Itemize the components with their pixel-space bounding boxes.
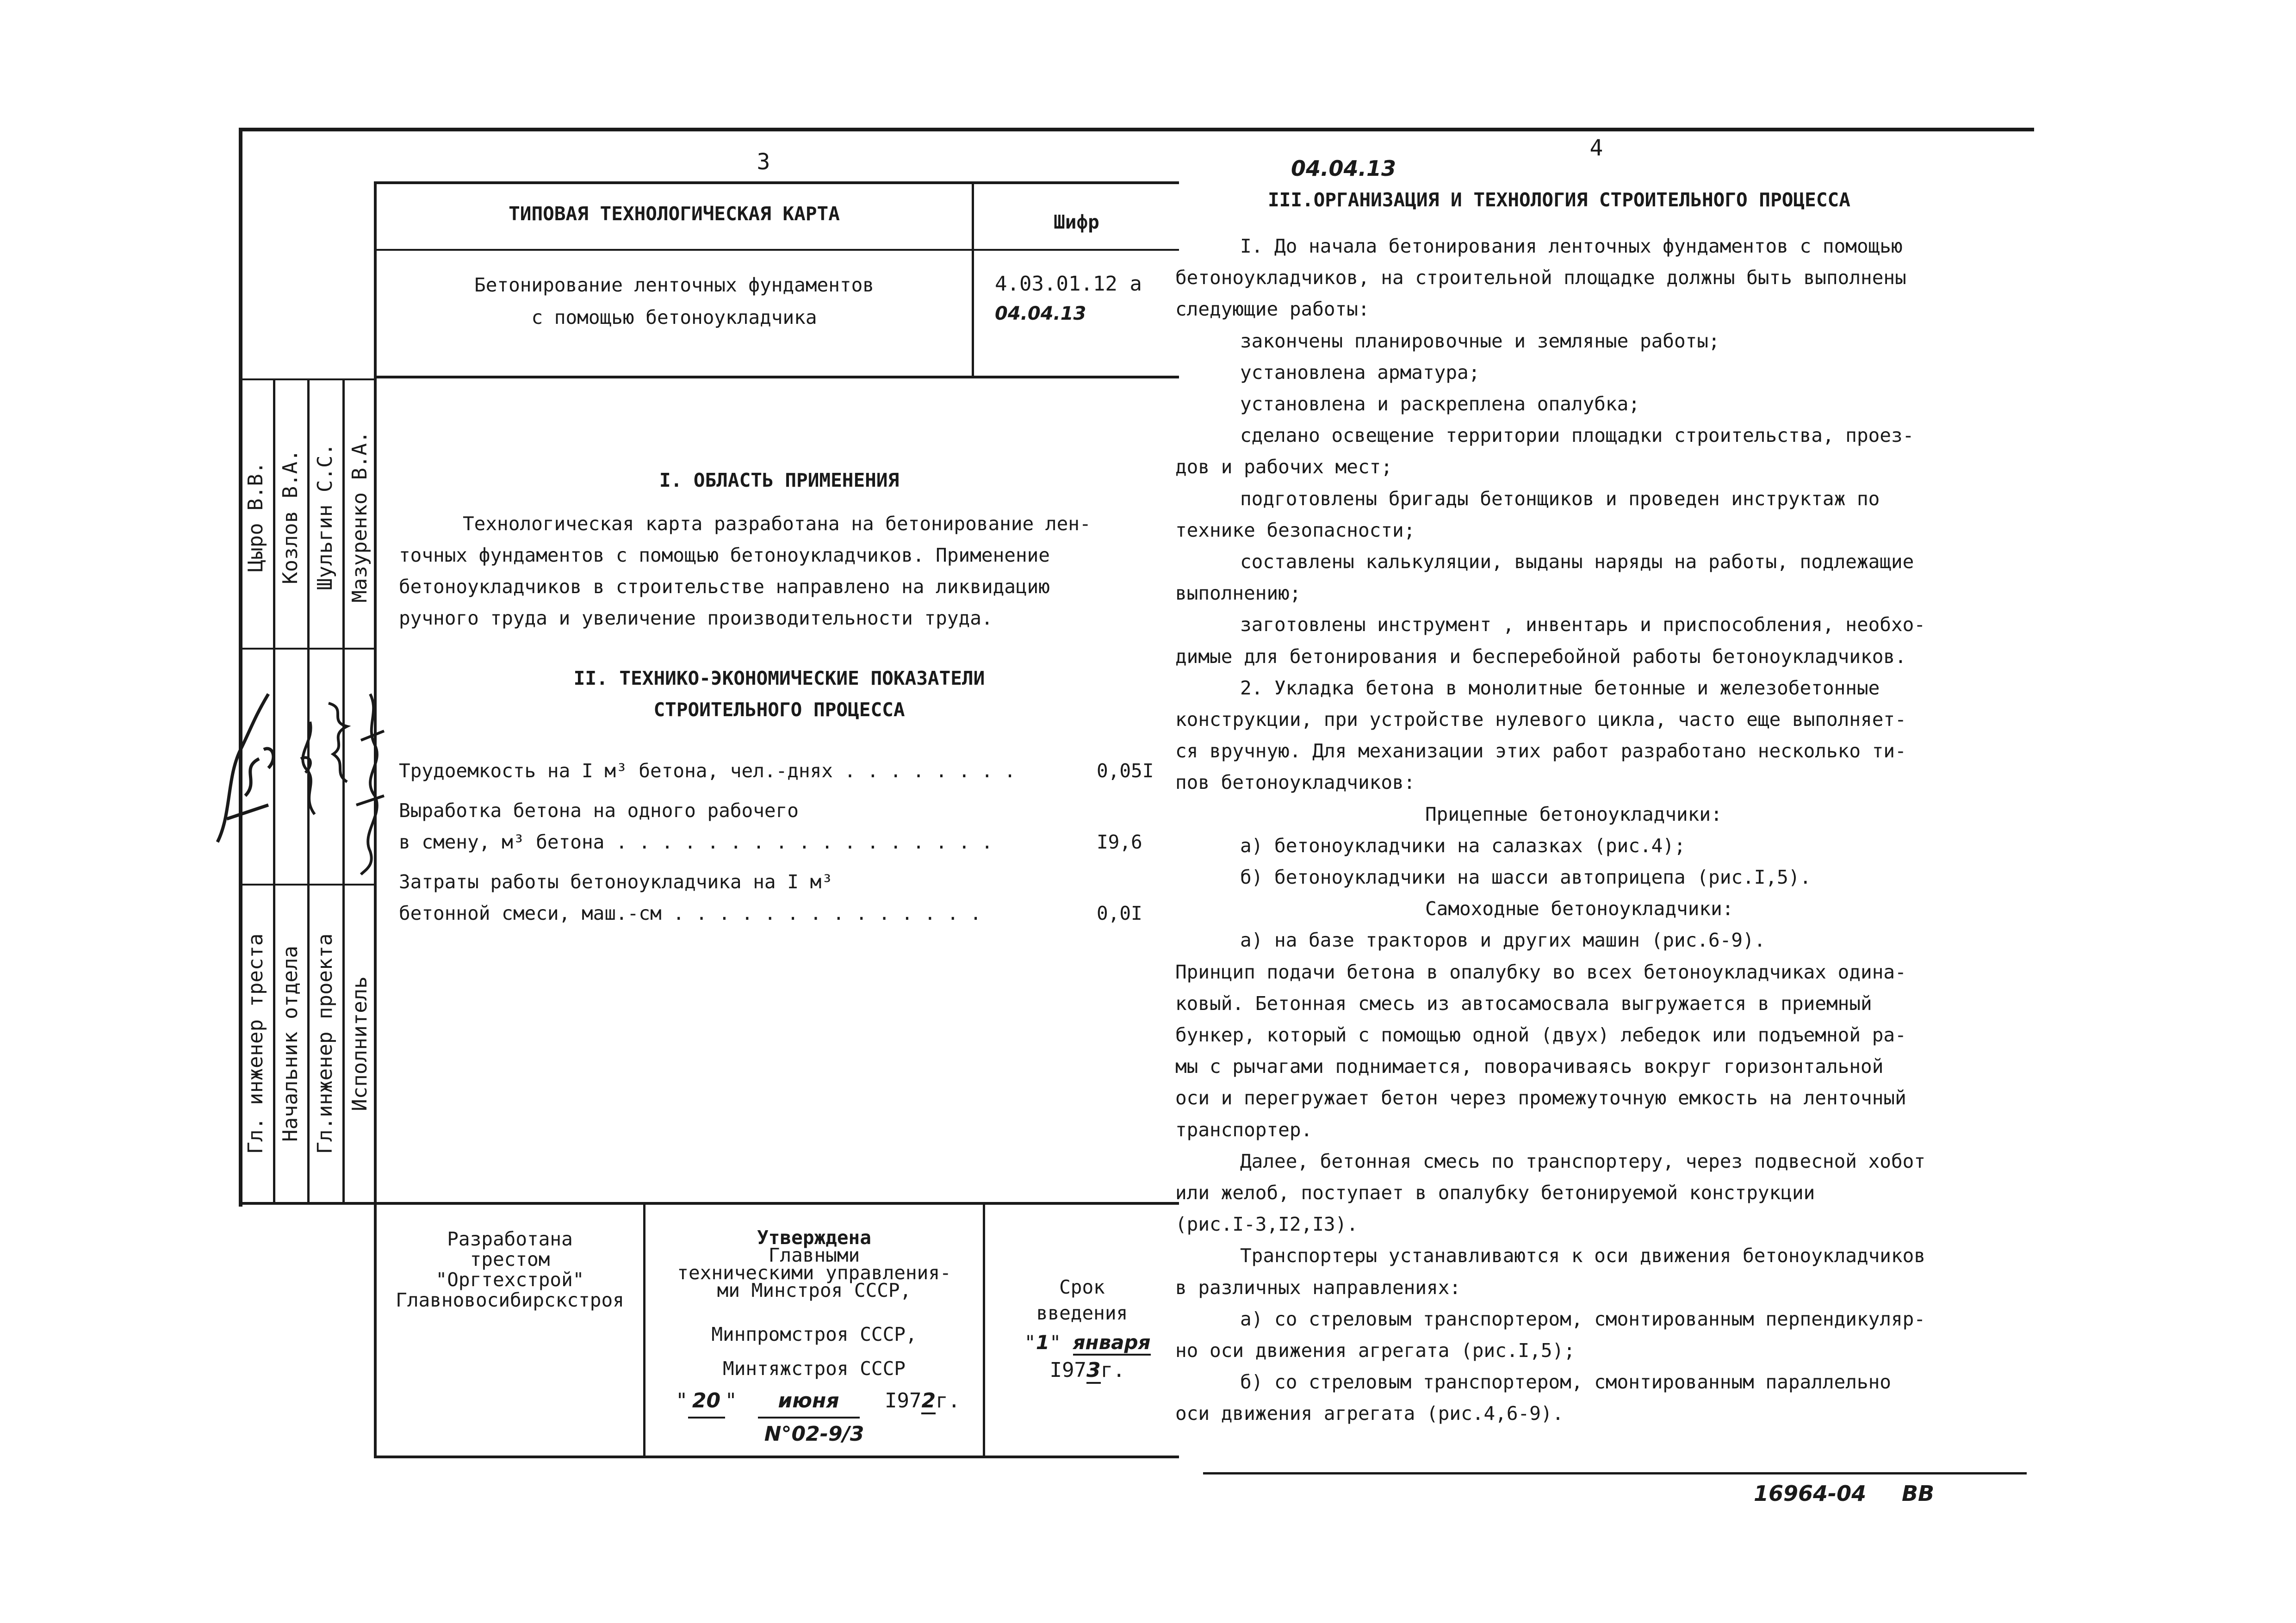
section-3-line: бункер, который с помощью одной (двух) лебедок или подъемной ра- (1175, 1024, 1906, 1046)
section-3-line: установлена и раскреплена опалубка; (1240, 393, 1640, 415)
term-date-year (999, 1357, 1175, 1384)
term-label-line-2: введения (1036, 1302, 1128, 1324)
section-3-line: Прицепные бетоноукладчики: (1425, 803, 1722, 825)
approved-date-year-suffix: г. (936, 1389, 961, 1412)
section-3-line: установлена арматура; (1240, 361, 1480, 384)
section-3-line: I. До начала бетонирования ленточных фундаментов с помощью (1240, 235, 1903, 257)
indicator-2-label-line2: в смену, м³ бетона . . . . . . . . . . . . . . . . . (399, 831, 993, 853)
section-3-line: выполнению; (1175, 582, 1301, 604)
indicator-1-value: 0,05I (1097, 760, 1154, 782)
section-3-line: заготовлены инструмент , инвентарь и приспособления, необхо- (1240, 613, 1926, 636)
position-label-3: Гл.инженер проекта (313, 933, 337, 1154)
section-3-line: оси и перегружает бетон через промежуточную емкость на ленточный (1175, 1087, 1906, 1109)
section-2-title-line2: СТРОИТЕЛЬНОГО ПРОЦЕССА (653, 699, 905, 721)
developed-by-line-2: трестом (470, 1248, 550, 1270)
section-3-line: димые для бетонирования и бесперебойной работы бетоноукладчиков. (1175, 645, 1906, 668)
section-3-line: составлены калькуляции, выданы наряды на работы, подлежащие (1240, 551, 1914, 573)
section-3-line: оси движения агрегата (рис.4,6-9). (1175, 1402, 1564, 1425)
section-3-line: сделано освещение территории площадки строительства, проез- (1240, 424, 1914, 446)
section-3-line: (рис.I-3,I2,I3). (1175, 1213, 1358, 1235)
section-3-line: в различных направлениях: (1175, 1276, 1461, 1299)
section-3-line: б) бетоноукладчики на шасси автоприцепа (рис.I,5). (1240, 866, 1812, 888)
section-3-line: но оси движения агрегата (рис.I,5); (1175, 1339, 1575, 1362)
footer-code: 16964-04 (1754, 1481, 1867, 1506)
section-3-line: ковый. Бетонная смесь из автосамосвала выгружается в приемный (1175, 992, 1872, 1015)
term-date-year-prefix: I97 (1049, 1358, 1086, 1382)
signatory-name-2: Козлов В.А. (279, 449, 302, 584)
section-1-line-1: Технологическая карта разработана на бетонирование лен- (463, 513, 1091, 535)
doc-type-title: ТИПОВАЯ ТЕХНОЛОГИЧЕСКАЯ КАРТА (509, 203, 840, 225)
doc-subject-line2: с помощью бетоноукладчика (531, 306, 817, 328)
signatory-name-3: Шульгин С.С. (313, 443, 337, 590)
indicator-3-label-line2: бетонной смеси, маш.-см . . . . . . . . . . . . . . (399, 902, 981, 924)
section-1-title: I. ОБЛАСТЬ ПРИМЕНЕНИЯ (659, 469, 900, 491)
position-label-4: Исполнитель (348, 976, 372, 1111)
page-number-left: 3 (757, 149, 770, 175)
section-3-line: Самоходные бетоноукладчики: (1425, 898, 1734, 920)
term-date-day-month: "1" января (999, 1329, 1175, 1357)
developed-by-line-4: Главновосибирскстроя (396, 1289, 624, 1311)
approved-line-3: техническими управления- (677, 1262, 951, 1284)
footer-mark: BB (1902, 1481, 1935, 1506)
term-date-month: января (1073, 1331, 1151, 1356)
approved-date-year-digit: 2 (921, 1389, 936, 1414)
section-3-line: закончены планировочные и земляные работы; (1240, 330, 1720, 352)
section-3-line: дов и рабочих мест; (1175, 456, 1392, 478)
section-3-line: следующие работы: (1175, 298, 1370, 320)
section-3-line: конструкции, при устройстве нулевого цикла, часто еще выполняет- (1175, 708, 1906, 731)
developed-by-line-1: Разработана (447, 1228, 573, 1250)
developed-by-line-3: "Оргтехстрой" (435, 1269, 584, 1291)
indicator-3-label-line1: Затраты работы бетоноукладчика на I м³ (399, 871, 833, 893)
section-3-line: Далее, бетонная смесь по транспортеру, через подвесной хобот (1240, 1150, 1926, 1172)
section-2-title-line1: II. ТЕХНИКО-ЭКОНОМИЧЕСКИЕ ПОКАЗАТЕЛИ (573, 667, 985, 689)
section-3-line: а) бетоноукладчики на салазках (рис.4); (1240, 835, 1686, 857)
indicator-1-label: Трудоемкость на I м³ бетона, чел.-днях . . . . . . . . (399, 760, 1016, 782)
section-3-line: а) на базе тракторов и других машин (рис.6-9). (1240, 929, 1766, 951)
approved-line-1: Утверждена (757, 1227, 871, 1249)
section-3-line: мы с рычагами поднимается, поворачиваясь вокруг горизонтальной (1175, 1055, 1884, 1078)
page-number-right: 4 (1589, 135, 1603, 161)
section-3-line: Принцип подачи бетона в опалубку во всех бетоноукладчиках одина- (1175, 961, 1906, 983)
section-3-line: или желоб, поступает в опалубку бетонируемой конструкции (1175, 1182, 1815, 1204)
indicator-2-label-line1: Выработка бетона на одного рабочего (399, 799, 799, 822)
section-3-line: подготовлены бригады бетонщиков и проведен инструктаж по (1240, 488, 1880, 510)
section-3-body (1175, 230, 2036, 1424)
section-3-line: транспортер. (1175, 1119, 1313, 1141)
position-label-1: Гл. инженер треста (244, 933, 267, 1154)
term-date-day: 1 (1036, 1331, 1049, 1354)
term-label-line-1: Срок (1059, 1276, 1105, 1298)
section-1-line-2: точных фундаментов с помощью бетоноукладчиков. Применение (399, 544, 1050, 566)
section-3-line: технике безопасности; (1175, 519, 1415, 541)
approved-number: N°02-9/3 (764, 1422, 864, 1446)
position-label-2: Начальник отдела (279, 946, 302, 1142)
section-3-line: Транспортеры устанавливаются к оси движения бетоноукладчиков (1240, 1245, 1926, 1267)
doc-code-date: 04.04.13 (995, 303, 1086, 324)
approved-line-6: Минтяжстроя СССР (723, 1357, 906, 1380)
indicator-2-value: I9,6 (1097, 831, 1142, 853)
term-date-year-digit: 3 (1086, 1358, 1101, 1384)
section-3-line: б) со стреловым транспортером, смонтированным параллельно (1240, 1371, 1891, 1393)
approved-line-4: ми Минстроя СССР, (717, 1279, 912, 1301)
handwritten-date: 04.04.13 (1291, 156, 1396, 181)
signatory-name-4: Мазуренко В.А. (348, 431, 372, 603)
cipher-label: Шифр (1054, 211, 1099, 233)
section-3-title: III.ОРГАНИЗАЦИЯ И ТЕХНОЛОГИЯ СТРОИТЕЛЬНОГО ПРОЦЕССА (1268, 189, 1850, 211)
section-1-line-4: ручного труда и увеличение производительности труда. (399, 607, 993, 629)
signatory-name-1: Цыро В.В. (244, 461, 267, 572)
approved-date-month: июня (758, 1385, 860, 1419)
approved-date-year-prefix: I97 (885, 1389, 922, 1412)
indicator-3-value: 0,0I (1097, 902, 1142, 924)
term-date-year-suffix: г. (1100, 1358, 1125, 1382)
signature-1 (199, 666, 296, 861)
section-3-line: 2. Укладка бетона в монолитные бетонные и железобетонные (1240, 677, 1880, 699)
approved-line-5: Минпромстроя СССР, (711, 1323, 917, 1345)
section-3-line: ся вручную. Для механизации этих работ разработано несколько ти- (1175, 740, 1906, 762)
doc-code: 4.03.01.12 a (995, 272, 1142, 296)
section-3-line: пов бетоноукладчиков: (1175, 771, 1415, 793)
section-1-line-3: бетоноукладчиков в строительстве направлено на ликвидацию (399, 576, 1050, 598)
section-3-line: бетоноукладчиков, на строительной площадке должны быть выполнены (1175, 266, 1906, 289)
doc-subject-line1: Бетонирование ленточных фундаментов (474, 274, 874, 296)
approved-line-2: Главными (768, 1244, 860, 1266)
section-3-line: а) со стреловым транспортером, смонтированным перпендикуляр- (1240, 1308, 1926, 1330)
approved-date: " 20 " июня I972г. (676, 1385, 981, 1417)
approved-date-day: 20 (688, 1385, 725, 1419)
